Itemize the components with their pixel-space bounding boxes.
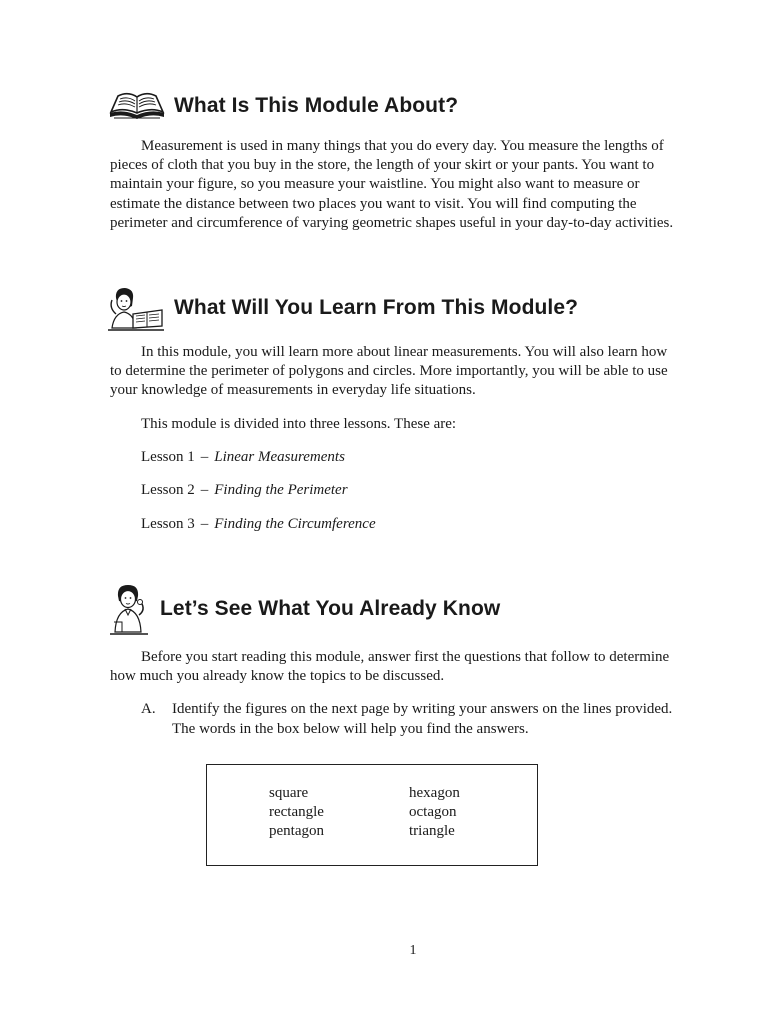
- lesson-label: Lesson 1: [141, 449, 195, 465]
- word-column-1: [269, 784, 324, 841]
- know-heading: [108, 582, 500, 636]
- question-a: [141, 700, 681, 739]
- lesson-label: Lesson 3: [141, 516, 195, 532]
- open-book-icon: [108, 88, 166, 124]
- word-item: rectangle: [269, 804, 324, 820]
- learn-paragraph-2: This module is divided into three lessons. These are:: [141, 416, 457, 432]
- thinking-student-icon: [108, 582, 152, 636]
- lesson-title: Linear Measurements: [214, 449, 345, 465]
- lesson-dash: –: [200, 449, 209, 465]
- word-box: [206, 764, 538, 866]
- learn-title: What Will You Learn From This Module?: [174, 296, 579, 319]
- word-item: hexagon: [409, 785, 460, 801]
- question-letter: A.: [141, 701, 156, 717]
- lesson-item: [141, 515, 376, 534]
- word-column-2: [409, 784, 460, 841]
- lesson-label: Lesson 2: [141, 482, 195, 498]
- about-title: What Is This Module About?: [174, 94, 459, 117]
- lesson-dash: –: [200, 516, 209, 532]
- word-item: triangle: [409, 823, 455, 839]
- word-item: octagon: [409, 804, 457, 820]
- lesson-title: Finding the Circumference: [214, 516, 376, 532]
- know-title: Let’s See What You Already Know: [160, 597, 501, 620]
- about-heading: [108, 88, 458, 124]
- know-paragraph: Before you start reading this module, answer first the questions that follow to determine how much you already know the topics to be discussed.: [110, 649, 670, 685]
- page-number: 1: [409, 943, 417, 958]
- word-item: pentagon: [269, 823, 324, 839]
- lesson-title: Finding the Perimeter: [214, 482, 348, 498]
- student-reading-icon: [106, 284, 166, 332]
- question-text: Identify the figures on the next page by writing your answers on the lines provided. The words in the box below will help you find the answers.: [172, 701, 673, 737]
- learn-paragraph-1: In this module, you will learn more about linear measurements. You will also learn how to determine the perimeter of polygons and circles. More importantly, you will be able to use your knowledge of measurements in everyday life situations.: [110, 344, 668, 399]
- lesson-item: [141, 481, 348, 500]
- lesson-item: [141, 448, 345, 467]
- word-item: square: [269, 785, 309, 801]
- lesson-dash: –: [200, 482, 209, 498]
- about-paragraph: Measurement is used in many things that you do every day. You measure the lengths of pieces of cloth that you buy in the store, the length of your skirt or your pants. You want to maintain your figure, so you measure your waistline. You might also want to measure or estimate the distance between two places you want to visit. You will find computing the perimeter and circumference of varying geometric shapes useful in your day-to-day activities.: [110, 138, 674, 231]
- learn-heading: [106, 284, 578, 332]
